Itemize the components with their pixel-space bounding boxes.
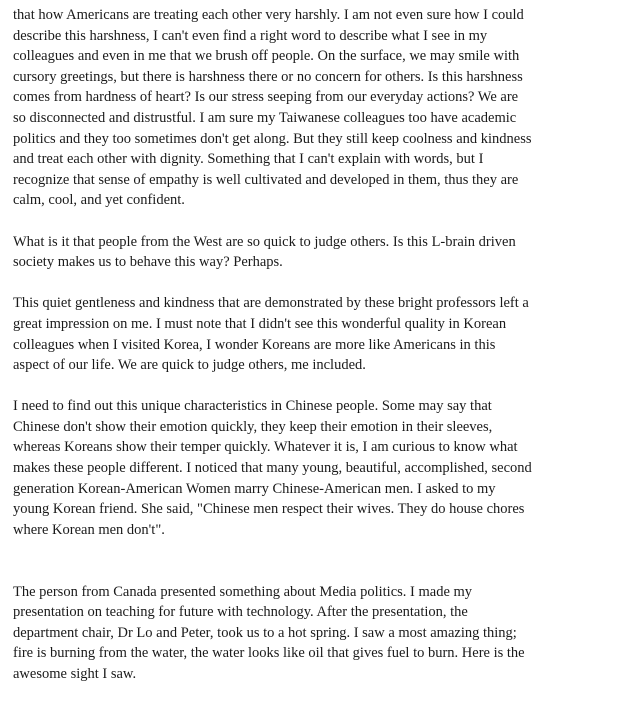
text-line: cursory greetings, but there is harshness there or no concern for others. Is this harshness <box>13 68 523 85</box>
paragraph-chinese-characteristics <box>13 396 613 540</box>
text-line: whereas Koreans show their temper quickly. Whatever it is, I am curious to know what <box>13 439 518 456</box>
text-line: What is it that people from the West are so quick to judge others. Is this L-brain driven <box>13 233 516 250</box>
text-line: fire is burning from the water, the water looks like oil that gives fuel to burn. Here is the <box>13 645 525 662</box>
text-line: that how Americans are treating each other very harshly. I am not even sure how I could <box>13 7 524 23</box>
text-line: aspect of our life. We are quick to judge others, me included. <box>13 357 366 374</box>
text-line: awesome sight I saw. <box>13 666 137 682</box>
text-line: describe this harshness, I can't even find a right word to describe what I see in my <box>13 27 488 44</box>
paragraph-west-judging <box>13 232 613 273</box>
text-line: great impression on me. I must note that I didn't see this wonderful quality in Korean <box>13 315 507 332</box>
text-line: This quiet gentleness and kindness that are demonstrated by these bright professors left a <box>13 295 529 312</box>
paragraph-hot-spring <box>13 582 613 685</box>
text-line: so disconnected and distrustful. I am sure my Taiwanese colleagues too have academic <box>13 109 517 126</box>
text-line: colleagues when I visited Korea, I wonder Koreans are more like Americans in this <box>13 336 496 353</box>
text-line: comes from hardness of heart? Is our stress seeping from our everyday actions? We are <box>13 89 519 106</box>
text-line: recognize that sense of empathy is well cultivated and developed in them, thus they are <box>13 171 519 188</box>
text-line: department chair, Dr Lo and Peter, took us to a hot spring. I saw a most amazing thing; <box>13 624 517 641</box>
text-line: generation Korean-American Women marry Chinese-American men. I asked to my <box>13 480 496 497</box>
text-line: politics and they too sometimes don't get along. But they still keep coolness and kindness <box>13 130 532 147</box>
paragraph-harshness <box>13 5 613 211</box>
text-line: The person from Canada presented something about Media politics. I made my <box>13 583 473 600</box>
text-line: colleagues and even in me that we brush off people. On the surface, we may smile with <box>13 48 520 65</box>
paragraph-gentleness <box>13 293 613 375</box>
text-line: makes these people different. I noticed that many young, beautiful, accomplished, second <box>13 460 532 477</box>
text-line: presentation on teaching for future with technology. After the presentation, the <box>13 604 468 621</box>
blank-spacer <box>13 561 613 582</box>
text-line: and treat each other with dignity. Something that I can't explain with words, but I <box>13 151 484 168</box>
text-line: society makes us to behave this way? Perhaps. <box>13 254 283 271</box>
text-line: where Korean men don't". <box>13 521 165 538</box>
text-line: Chinese don't show their emotion quickly, they keep their emotion in their sleeves, <box>13 418 493 435</box>
article-body <box>13 5 613 705</box>
text-line: I need to find out this unique characteristics in Chinese people. Some may say that <box>13 398 492 415</box>
text-line: calm, cool, and yet confident. <box>13 192 185 209</box>
text-line: young Korean friend. She said, "Chinese men respect their wives. They do house chores <box>13 501 525 518</box>
